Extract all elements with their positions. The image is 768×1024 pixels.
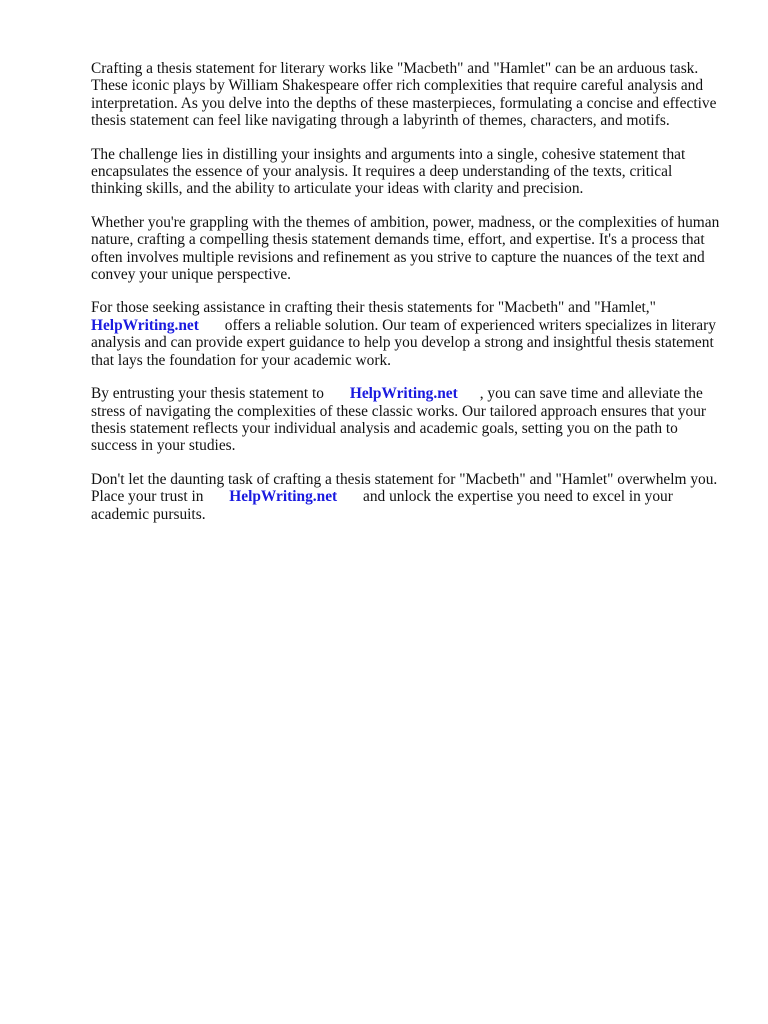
paragraph-intro: Crafting a thesis statement for literary works like "Macbeth" and "Hamlet" can be an arduous task. These iconic plays by William Shakespeare offer rich complexities that require careful analysis and interpretation. As you delve into the depths of these masterpieces, formulating a concise and effective thesis statement can feel like navigating through a labyrinth of themes, characters, and motifs. (91, 60, 717, 130)
paragraph-closing (91, 471, 723, 523)
document-page (91, 60, 723, 539)
paragraph-assistance-lead-text: For those seeking assistance in crafting their thesis statements for "Macbeth" and "Hamlet," (91, 299, 656, 317)
paragraph-closing-tail-text: and unlock the expertise you need to excel in your academic pursuits. (91, 488, 673, 523)
helpwriting-link-3[interactable]: HelpWriting.net (229, 488, 338, 506)
paragraph-assistance (91, 299, 723, 369)
paragraph-entrusting-lead-text: By entrusting your thesis statement to (91, 385, 324, 403)
paragraph-assistance-tail-text: offers a reliable solution. Our team of experienced writers specializes in literary analysis and can provide expert guidance to help you develop a strong and insightful thesis statement that lays the foundation for your academic work. (91, 316, 716, 369)
paragraph-entrusting-tail-text: , you can save time and alleviate the stress of navigating the complexities of these classic works. Our tailored approach ensures that your thesis statement reflects your individual analysis and academic goals, setting you on the path to success in your studies. (91, 385, 707, 455)
helpwriting-link-1[interactable]: HelpWriting.net (91, 316, 199, 334)
paragraph-challenge: The challenge lies in distilling your insights and arguments into a single, cohesive statement that encapsulates the essence of your analysis. It requires a deep understanding of the texts, critical thinking skills, and the ability to articulate your ideas with clarity and precision. (91, 145, 686, 198)
paragraph-closing-lead-text: Don't let the daunting task of crafting a thesis statement for "Macbeth" and "Hamlet" overwhelm you. Place your trust in (91, 470, 718, 506)
helpwriting-link-2[interactable]: HelpWriting.net (349, 385, 458, 403)
paragraph-entrusting (91, 385, 723, 455)
paragraph-themes: Whether you're grappling with the themes of ambition, power, madness, or the complexities of human nature, crafting a compelling thesis statement demands time, effort, and expertise. It's a process that often involves multiple revisions and refinement as you strive to capture the nuances of the text and convey your unique perspective. (91, 213, 720, 284)
